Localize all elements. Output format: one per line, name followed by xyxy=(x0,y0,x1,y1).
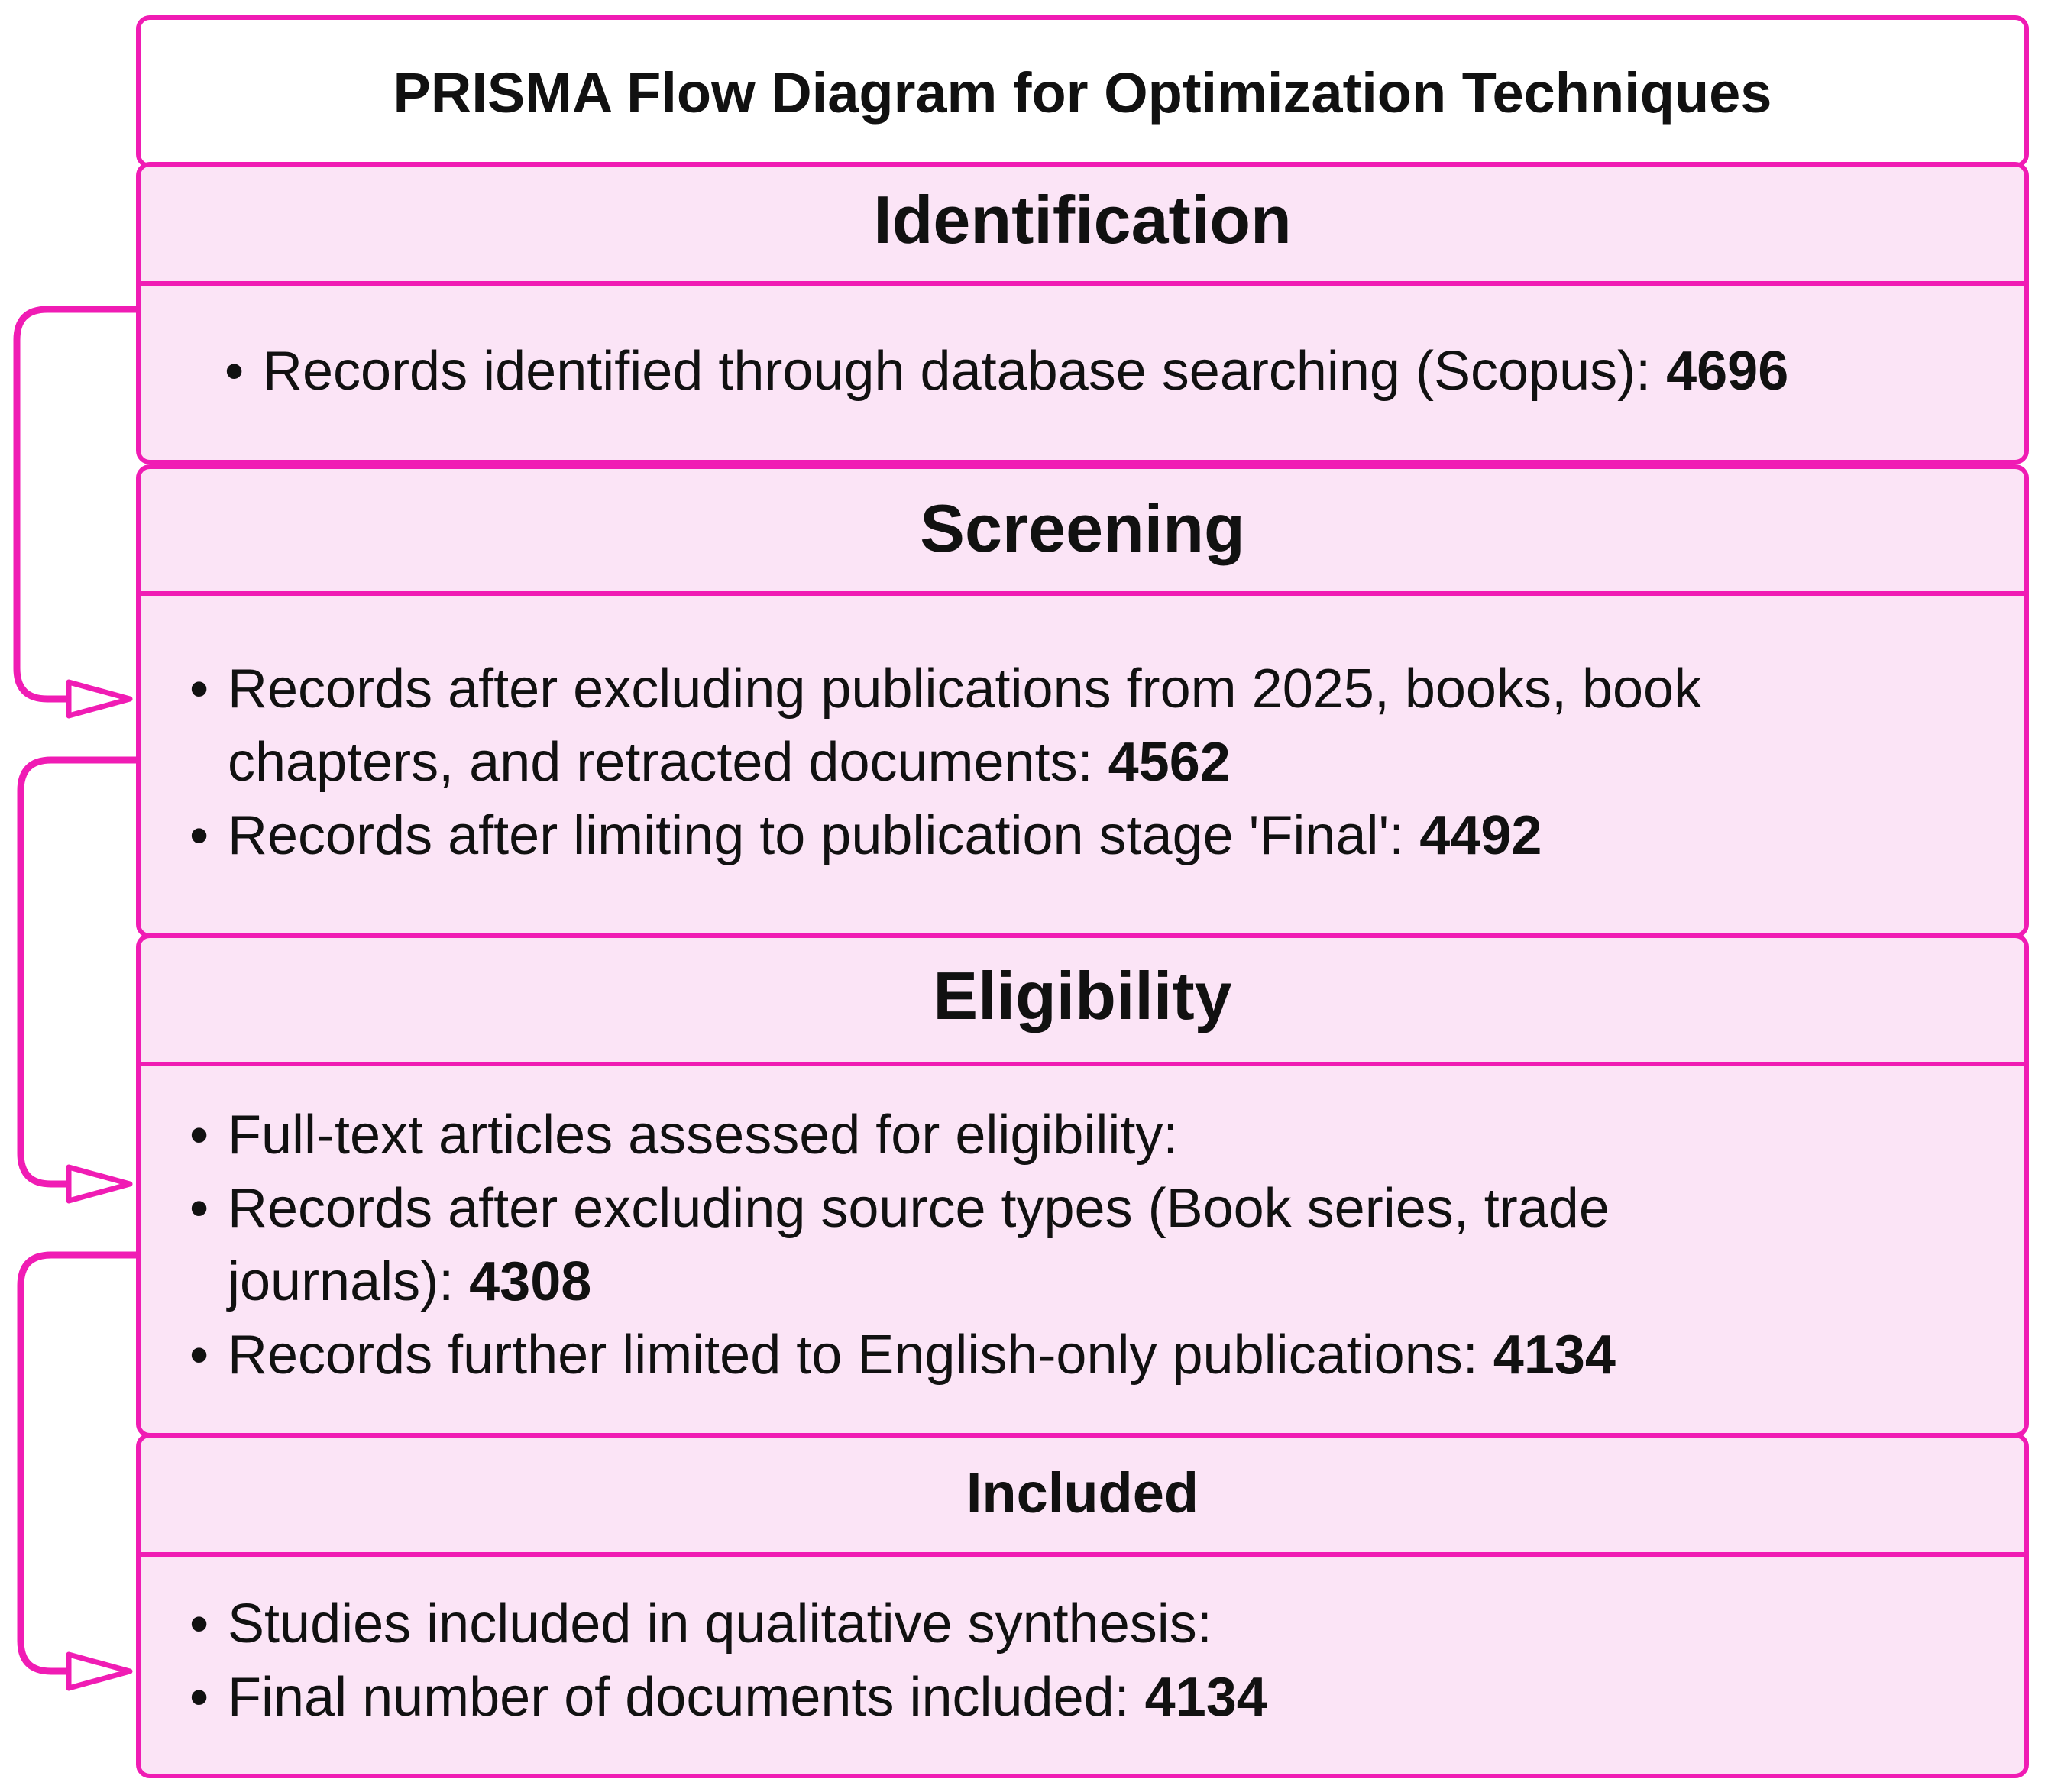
item-line-1: Records after excluding publications from 2025, books, book xyxy=(228,658,1702,720)
item-count: 4492 xyxy=(1419,805,1542,866)
bullet: • xyxy=(189,805,209,866)
item-text: Final number of documents included: xyxy=(228,1667,1145,1728)
bullet: • xyxy=(189,1105,209,1166)
item-count: 4562 xyxy=(1108,732,1231,793)
item-line: Studies included in qualitative synthesis: xyxy=(228,1593,1212,1655)
item-text: journals): xyxy=(228,1251,470,1312)
arrowhead-eligibility xyxy=(69,1167,130,1201)
item-text: Records after limiting to publication stage 'Final': xyxy=(228,805,1420,866)
item-text: Records identified through database searching (Scopus): xyxy=(263,341,1667,402)
item-text: Records further limited to English-only publications: xyxy=(228,1325,1493,1386)
bullet: • xyxy=(189,1178,209,1239)
item-count: 4696 xyxy=(1666,341,1789,402)
item-line: Full-text articles assessed for eligibility: xyxy=(228,1105,1179,1166)
arrowhead-included xyxy=(69,1655,130,1688)
bullet: • xyxy=(189,1667,209,1728)
item-line-1: Records after excluding source types (Book series, trade xyxy=(228,1178,1610,1239)
arrowhead-screening xyxy=(69,682,130,716)
item-count: 4308 xyxy=(469,1251,592,1312)
screening-heading: Screening xyxy=(920,490,1245,566)
diagram-title: PRISMA Flow Diagram for Optimization Techniques xyxy=(393,61,1772,125)
item-count: 4134 xyxy=(1493,1325,1616,1386)
item-text: chapters, and retracted documents: xyxy=(228,732,1108,793)
included-heading: Included xyxy=(966,1461,1199,1525)
bullet: • xyxy=(225,341,244,402)
bullet: • xyxy=(189,1325,209,1386)
item-count: 4134 xyxy=(1144,1667,1267,1728)
eligibility-heading: Eligibility xyxy=(933,958,1232,1033)
bullet: • xyxy=(189,658,209,720)
arrow-identification-to-screening xyxy=(17,309,136,699)
identification-heading: Identification xyxy=(873,182,1292,257)
bullet: • xyxy=(189,1593,209,1655)
arrow-screening-to-eligibility xyxy=(21,760,136,1184)
arrow-eligibility-to-included xyxy=(21,1255,136,1671)
